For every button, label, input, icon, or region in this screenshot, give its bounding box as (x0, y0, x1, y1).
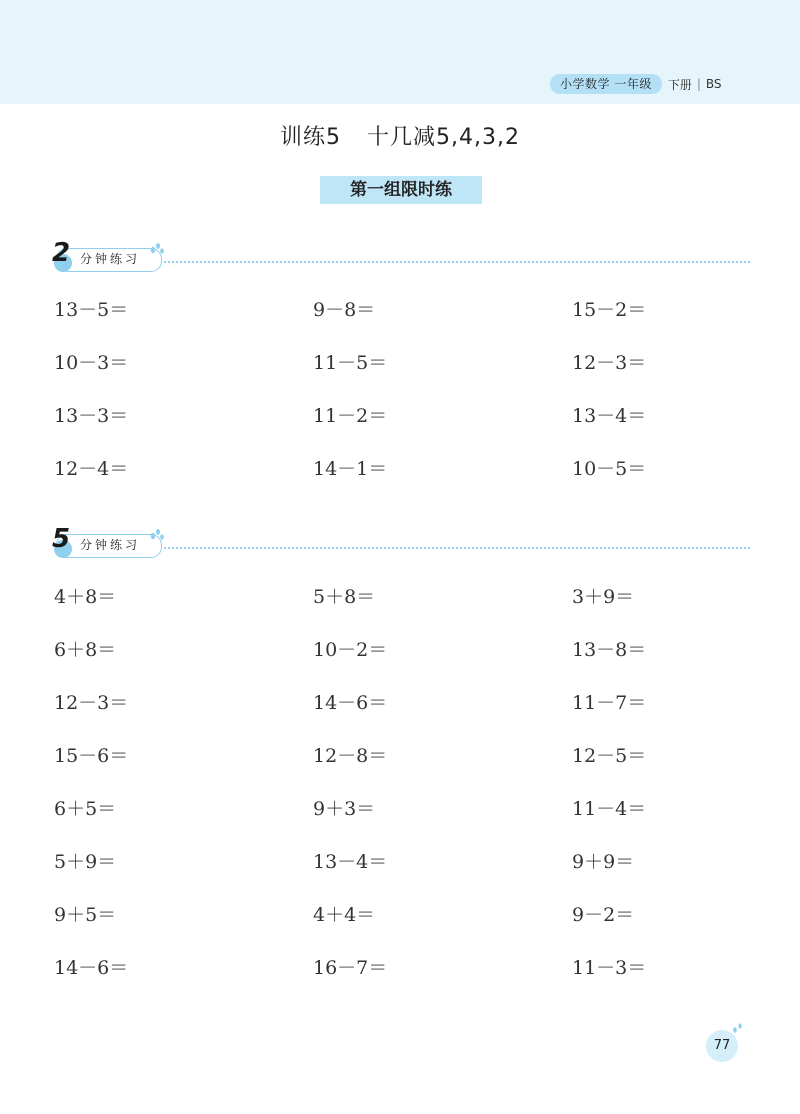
section-label: 分钟练习 (80, 538, 141, 552)
book-series-label: 小学数学 一年级 (550, 74, 662, 94)
math-problem: 13－4＝ (313, 851, 388, 873)
math-problem: 9－2＝ (572, 904, 635, 926)
math-problem: 12－3＝ (572, 352, 647, 374)
title-lesson: 训练5 (280, 125, 342, 150)
math-problem: 5＋9＝ (54, 851, 117, 873)
section-header-2min (50, 240, 750, 276)
math-problem: 13－4＝ (572, 405, 647, 427)
math-problem: 11－7＝ (572, 692, 647, 714)
math-problem: 10－2＝ (313, 639, 388, 661)
math-problem: 14－1＝ (313, 458, 388, 480)
math-problem: 10－5＝ (572, 458, 647, 480)
math-problem: 4＋8＝ (54, 586, 117, 608)
math-problem: 11－3＝ (572, 957, 647, 979)
math-problem: 15－6＝ (54, 745, 129, 767)
problem-grid-2min (54, 298, 754, 510)
section-minutes: 5 (52, 524, 71, 554)
math-problem: 16－7＝ (313, 957, 388, 979)
math-problem: 9＋5＝ (54, 904, 117, 926)
math-problem: 12－8＝ (313, 745, 388, 767)
math-problem: 15－2＝ (572, 299, 647, 321)
book-tag (550, 74, 722, 94)
math-problem: 12－3＝ (54, 692, 129, 714)
math-problem: 6＋8＝ (54, 639, 117, 661)
section-label: 分钟练习 (80, 252, 141, 266)
page-number: 77 (706, 1030, 738, 1062)
math-problem: 12－5＝ (572, 745, 647, 767)
section-header-5min (50, 526, 750, 562)
dotted-divider (164, 547, 750, 549)
dotted-divider (164, 261, 750, 263)
section-subtitle: 第一组限时练 (320, 176, 482, 204)
math-problem: 10－3＝ (54, 352, 129, 374)
title-topic: 十几减5,4,3,2 (367, 125, 520, 150)
math-problem: 13－3＝ (54, 405, 129, 427)
separator: | (696, 77, 701, 91)
math-problem: 13－5＝ (54, 299, 129, 321)
page-title (0, 120, 800, 151)
math-problem: 11－2＝ (313, 405, 388, 427)
math-problem: 4＋4＝ (313, 904, 376, 926)
math-problem: 3＋9＝ (572, 586, 635, 608)
edition-label: BS (705, 77, 722, 91)
water-drops-icon (148, 526, 166, 542)
math-problem: 11－4＝ (572, 798, 647, 820)
math-problem: 9＋3＝ (313, 798, 376, 820)
math-problem: 14－6＝ (54, 957, 129, 979)
volume-label: 下册 (667, 77, 692, 92)
math-problem: 13－8＝ (572, 639, 647, 661)
math-problem: 11－5＝ (313, 352, 388, 374)
water-drops-icon (730, 1020, 746, 1036)
math-problem: 14－6＝ (313, 692, 388, 714)
section-minutes: 2 (52, 238, 71, 268)
problem-grid-5min (54, 585, 754, 1009)
water-drops-icon (148, 240, 166, 256)
math-problem: 9＋9＝ (572, 851, 635, 873)
math-problem: 5＋8＝ (313, 586, 376, 608)
math-problem: 6＋5＝ (54, 798, 117, 820)
math-problem: 9－8＝ (313, 299, 376, 321)
math-problem: 12－4＝ (54, 458, 129, 480)
